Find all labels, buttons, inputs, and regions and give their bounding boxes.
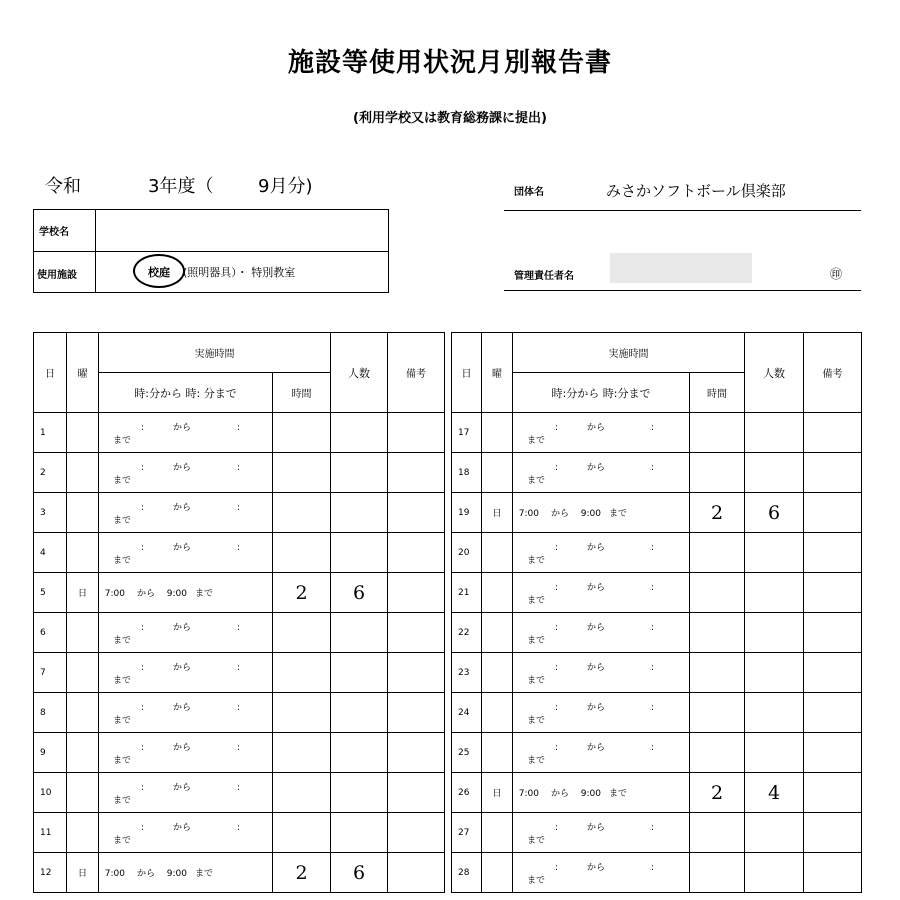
weekday-cell[interactable] — [482, 613, 513, 653]
remarks-cell[interactable] — [388, 613, 445, 653]
end-colon: : — [237, 822, 241, 833]
manager-underline — [504, 290, 861, 291]
made-label: まで — [195, 869, 214, 879]
hours-cell[interactable] — [690, 413, 745, 453]
hours-cell[interactable] — [273, 813, 331, 853]
remarks-cell[interactable] — [804, 693, 862, 733]
weekday-cell[interactable] — [67, 493, 99, 533]
weekday-cell[interactable] — [482, 653, 513, 693]
era-label: 令和 — [45, 176, 81, 197]
table-row — [452, 533, 862, 573]
end-time: 9:00 — [166, 869, 187, 879]
kara-label: から — [587, 862, 606, 873]
start-colon: : — [555, 422, 559, 433]
kara-label: から — [173, 742, 192, 753]
made-label: まで — [113, 635, 132, 646]
weekday-cell[interactable] — [67, 693, 99, 733]
hours-cell[interactable] — [273, 453, 331, 493]
kara-label: から — [137, 589, 156, 599]
weekday-cell[interactable] — [482, 733, 513, 773]
day-cell: 3 — [34, 493, 67, 533]
time-span-cell[interactable] — [513, 693, 690, 733]
start-colon: : — [141, 742, 145, 753]
remarks-cell[interactable] — [804, 773, 862, 813]
table-row — [452, 813, 862, 853]
made-label: まで — [527, 595, 546, 606]
start-colon: : — [555, 862, 559, 873]
end-colon: : — [237, 542, 241, 553]
kara-label: から — [173, 782, 192, 793]
start-time: 7:00 — [104, 869, 125, 879]
people-cell[interactable] — [331, 813, 388, 853]
remarks-cell[interactable] — [804, 573, 862, 613]
made-label: まで — [527, 755, 546, 766]
remarks-cell[interactable] — [804, 453, 862, 493]
made-label: まで — [113, 715, 132, 726]
facility-rest: (照明器具）・ 特別教室 — [183, 266, 296, 279]
redacted-name — [610, 253, 752, 283]
people-cell[interactable]: 4 — [745, 773, 804, 813]
kara-label: から — [587, 622, 606, 633]
people-cell[interactable] — [745, 573, 804, 613]
hours-cell[interactable] — [690, 453, 745, 493]
hours-cell[interactable] — [690, 693, 745, 733]
hours-cell[interactable] — [690, 853, 745, 893]
hours-cell[interactable] — [273, 493, 331, 533]
remarks-cell[interactable] — [388, 853, 445, 893]
remarks-cell[interactable] — [804, 493, 862, 533]
weekday-cell[interactable]: 日 — [67, 853, 99, 893]
end-colon: : — [651, 622, 655, 633]
remarks-cell[interactable] — [388, 733, 445, 773]
table-row — [34, 733, 445, 773]
day-cell: 28 — [452, 853, 482, 893]
day-cell: 17 — [452, 413, 482, 453]
remarks-header: 備考 — [388, 333, 445, 413]
kara-label: から — [587, 462, 606, 473]
time-span-cell[interactable] — [513, 813, 690, 853]
people-cell[interactable] — [331, 733, 388, 773]
made-label: まで — [527, 635, 546, 646]
remarks-cell[interactable] — [388, 653, 445, 693]
remarks-cell[interactable] — [804, 653, 862, 693]
day-cell: 19 — [452, 493, 482, 533]
kara-label: から — [173, 502, 192, 513]
day-cell: 6 — [34, 613, 67, 653]
remarks-cell[interactable] — [388, 693, 445, 733]
from-to-header: 時:分から 時:分まで — [513, 373, 690, 413]
weekday-cell[interactable] — [482, 693, 513, 733]
hours-cell[interactable]: 2 — [273, 853, 331, 893]
people-cell[interactable] — [745, 413, 804, 453]
hours-cell[interactable] — [273, 653, 331, 693]
people-cell[interactable] — [745, 733, 804, 773]
time-span-cell[interactable] — [513, 733, 690, 773]
hours-cell[interactable]: 2 — [273, 573, 331, 613]
kara-label: から — [587, 822, 606, 833]
remarks-cell[interactable] — [388, 453, 445, 493]
kara-label: から — [173, 422, 192, 433]
end-colon: : — [651, 542, 655, 553]
weekday-cell[interactable] — [482, 533, 513, 573]
made-label: まで — [527, 835, 546, 846]
start-colon: : — [555, 542, 559, 553]
start-colon: : — [141, 462, 145, 473]
weekday-cell[interactable] — [67, 613, 99, 653]
time-span-cell[interactable] — [513, 533, 690, 573]
people-cell[interactable] — [745, 533, 804, 573]
end-time: 9:00 — [580, 789, 601, 799]
kara-label: から — [137, 869, 156, 879]
kara-label: から — [551, 789, 570, 799]
table-row — [452, 413, 862, 453]
day-cell: 8 — [34, 693, 67, 733]
remarks-cell[interactable] — [388, 493, 445, 533]
day-cell: 5 — [34, 573, 67, 613]
time-span-cell[interactable] — [99, 413, 273, 453]
hours-cell[interactable] — [690, 573, 745, 613]
people-cell[interactable] — [745, 853, 804, 893]
day-cell: 21 — [452, 573, 482, 613]
kara-label: から — [173, 462, 192, 473]
hours-header: 時間 — [273, 373, 331, 413]
table-row — [34, 533, 445, 573]
end-time: 9:00 — [580, 509, 601, 519]
remarks-cell[interactable] — [804, 813, 862, 853]
made-label: まで — [113, 675, 132, 686]
fiscal-year: 3年度（ — [148, 176, 214, 197]
table-row — [452, 733, 862, 773]
people-cell[interactable] — [745, 613, 804, 653]
start-colon: : — [555, 582, 559, 593]
start-colon: : — [141, 622, 145, 633]
time-span-cell[interactable] — [99, 613, 273, 653]
people-cell[interactable] — [331, 533, 388, 573]
day-cell: 4 — [34, 533, 67, 573]
time-span-cell[interactable] — [513, 453, 690, 493]
table-row — [34, 573, 445, 613]
people-cell[interactable] — [331, 693, 388, 733]
people-cell[interactable] — [331, 453, 388, 493]
box-col-divider — [95, 209, 96, 293]
start-colon: : — [555, 822, 559, 833]
page-subtitle: (利用学校又は教育総務課に提出) — [353, 111, 547, 126]
facility-circled: 校庭 — [148, 266, 170, 279]
time-span-cell[interactable] — [99, 453, 273, 493]
time-span-cell[interactable] — [513, 613, 690, 653]
time-span-cell[interactable] — [513, 413, 690, 453]
people-cell[interactable]: 6 — [331, 853, 388, 893]
day-cell: 11 — [34, 813, 67, 853]
time-span-cell[interactable] — [99, 653, 273, 693]
hours-cell[interactable]: 2 — [690, 773, 745, 813]
hours-cell[interactable] — [690, 813, 745, 853]
start-colon: : — [141, 662, 145, 673]
table-row — [452, 613, 862, 653]
people-cell[interactable] — [331, 773, 388, 813]
start-time: 7:00 — [518, 509, 539, 519]
end-colon: : — [651, 462, 655, 473]
end-time: 9:00 — [166, 589, 187, 599]
made-label: まで — [113, 475, 132, 486]
hours-cell[interactable] — [273, 693, 331, 733]
kara-label: から — [173, 542, 192, 553]
people-cell[interactable] — [745, 813, 804, 853]
hours-header: 時間 — [690, 373, 745, 413]
people-cell[interactable] — [745, 453, 804, 493]
org-name: みさかソフトボール倶楽部 — [606, 182, 786, 200]
hours-cell[interactable] — [273, 533, 331, 573]
remarks-cell[interactable] — [388, 533, 445, 573]
seal-mark: ㊞ — [830, 267, 843, 281]
time-span-cell[interactable] — [99, 493, 273, 533]
facility-label: 使用施設 — [37, 270, 77, 281]
made-label: まで — [609, 509, 628, 519]
start-colon: : — [141, 422, 145, 433]
table-row — [452, 693, 862, 733]
day-cell: 2 — [34, 453, 67, 493]
remarks-cell[interactable] — [388, 573, 445, 613]
start-colon: : — [555, 662, 559, 673]
start-time: 7:00 — [518, 789, 539, 799]
made-label: まで — [527, 435, 546, 446]
table-row — [452, 573, 862, 613]
selection-circle — [133, 254, 185, 288]
remarks-cell[interactable] — [388, 773, 445, 813]
end-colon: : — [237, 422, 241, 433]
time-span-cell[interactable] — [99, 853, 273, 893]
kara-label: から — [587, 422, 606, 433]
kara-label: から — [587, 582, 606, 593]
weekday-header: 曜 — [482, 333, 513, 413]
made-label: まで — [609, 789, 628, 799]
time-span-cell[interactable] — [513, 493, 690, 533]
weekday-cell[interactable] — [482, 413, 513, 453]
start-colon: : — [555, 462, 559, 473]
end-colon: : — [651, 582, 655, 593]
hours-cell[interactable] — [690, 533, 745, 573]
people-header: 人数 — [745, 333, 804, 413]
remarks-cell[interactable] — [804, 533, 862, 573]
people-cell[interactable] — [331, 413, 388, 453]
day-cell: 18 — [452, 453, 482, 493]
manager-label: 管理責任者名 — [514, 271, 574, 282]
weekday-cell[interactable] — [67, 413, 99, 453]
day-cell: 9 — [34, 733, 67, 773]
table-row — [452, 493, 862, 533]
day-cell: 20 — [452, 533, 482, 573]
time-span-cell[interactable] — [513, 853, 690, 893]
day-cell: 7 — [34, 653, 67, 693]
usage-table-right — [451, 332, 862, 893]
table-row — [34, 773, 445, 813]
made-label: まで — [195, 589, 214, 599]
weekday-header: 曜 — [67, 333, 99, 413]
kara-label: から — [587, 742, 606, 753]
start-colon: : — [141, 822, 145, 833]
start-colon: : — [141, 702, 145, 713]
school-label: 学校名 — [39, 227, 69, 238]
end-colon: : — [237, 702, 241, 713]
table-row — [452, 453, 862, 493]
start-colon: : — [141, 542, 145, 553]
report-month: 9月分) — [258, 176, 313, 197]
hours-cell[interactable] — [690, 733, 745, 773]
org-label: 団体名 — [514, 187, 544, 198]
start-colon: : — [141, 502, 145, 513]
end-colon: : — [651, 422, 655, 433]
made-label: まで — [527, 715, 546, 726]
made-label: まで — [527, 555, 546, 566]
kara-label: から — [173, 622, 192, 633]
weekday-cell[interactable] — [482, 453, 513, 493]
remarks-cell[interactable] — [804, 613, 862, 653]
remarks-cell[interactable] — [388, 813, 445, 853]
end-colon: : — [237, 782, 241, 793]
table-row — [452, 853, 862, 893]
people-cell[interactable]: 6 — [331, 573, 388, 613]
end-colon: : — [237, 622, 241, 633]
table-row — [34, 853, 445, 893]
time-span-cell[interactable] — [99, 773, 273, 813]
table-row — [34, 493, 445, 533]
table-row — [34, 653, 445, 693]
weekday-cell[interactable] — [482, 573, 513, 613]
made-label: まで — [113, 755, 132, 766]
time-span-cell[interactable] — [99, 733, 273, 773]
day-cell: 27 — [452, 813, 482, 853]
start-colon: : — [141, 782, 145, 793]
table-row — [34, 453, 445, 493]
made-label: まで — [527, 875, 546, 886]
kara-label: から — [587, 542, 606, 553]
kara-label: から — [173, 662, 192, 673]
day-cell: 25 — [452, 733, 482, 773]
made-label: まで — [527, 475, 546, 486]
time-span-cell[interactable] — [99, 533, 273, 573]
table-row — [34, 813, 445, 853]
weekday-cell[interactable] — [482, 813, 513, 853]
start-colon: : — [555, 742, 559, 753]
weekday-cell[interactable]: 日 — [482, 493, 513, 533]
usage-table-left — [33, 332, 445, 893]
start-time: 7:00 — [104, 589, 125, 599]
remarks-cell[interactable] — [388, 413, 445, 453]
table-row — [34, 693, 445, 733]
weekday-cell[interactable] — [67, 733, 99, 773]
remarks-cell[interactable] — [804, 733, 862, 773]
hours-cell[interactable] — [690, 613, 745, 653]
weekday-cell[interactable]: 日 — [67, 573, 99, 613]
end-colon: : — [651, 702, 655, 713]
weekday-cell[interactable] — [67, 453, 99, 493]
day-cell: 26 — [452, 773, 482, 813]
table-row — [34, 613, 445, 653]
weekday-cell[interactable]: 日 — [482, 773, 513, 813]
people-cell[interactable] — [331, 613, 388, 653]
org-underline — [504, 210, 861, 211]
start-colon: : — [555, 622, 559, 633]
people-cell[interactable] — [331, 653, 388, 693]
day-header: 日 — [34, 333, 67, 413]
table-row — [34, 413, 445, 453]
people-cell[interactable] — [745, 653, 804, 693]
hours-cell[interactable]: 2 — [690, 493, 745, 533]
kara-label: から — [587, 702, 606, 713]
day-cell: 1 — [34, 413, 67, 453]
hours-cell[interactable] — [273, 613, 331, 653]
page-title: 施設等使用状況月別報告書 — [287, 48, 612, 78]
made-label: まで — [527, 675, 546, 686]
end-colon: : — [651, 662, 655, 673]
from-to-header: 時:分から 時: 分まで — [99, 373, 273, 413]
kara-label: から — [587, 662, 606, 673]
time-span-cell[interactable] — [99, 693, 273, 733]
end-colon: : — [237, 662, 241, 673]
table-row — [452, 773, 862, 813]
time-span-cell[interactable] — [99, 813, 273, 853]
made-label: まで — [113, 555, 132, 566]
day-cell: 22 — [452, 613, 482, 653]
end-colon: : — [651, 822, 655, 833]
end-colon: : — [651, 742, 655, 753]
day-cell: 12 — [34, 853, 67, 893]
remarks-cell[interactable] — [804, 853, 862, 893]
hours-cell[interactable] — [273, 773, 331, 813]
weekday-cell[interactable] — [67, 653, 99, 693]
actual-time-header: 実施時間 — [99, 333, 331, 373]
weekday-cell[interactable] — [67, 773, 99, 813]
people-cell[interactable] — [745, 693, 804, 733]
time-span-cell[interactable] — [513, 653, 690, 693]
end-colon: : — [237, 502, 241, 513]
day-cell: 10 — [34, 773, 67, 813]
hours-cell[interactable] — [273, 733, 331, 773]
time-span-cell[interactable] — [513, 773, 690, 813]
made-label: まで — [113, 435, 132, 446]
day-header: 日 — [452, 333, 482, 413]
made-label: まで — [113, 795, 132, 806]
made-label: まで — [113, 515, 132, 526]
end-colon: : — [237, 462, 241, 473]
time-span-cell[interactable] — [99, 573, 273, 613]
people-cell[interactable] — [331, 493, 388, 533]
hours-cell[interactable] — [690, 653, 745, 693]
start-colon: : — [555, 702, 559, 713]
kara-label: から — [173, 702, 192, 713]
kara-label: から — [173, 822, 192, 833]
day-cell: 24 — [452, 693, 482, 733]
actual-time-header: 実施時間 — [513, 333, 745, 373]
made-label: まで — [113, 835, 132, 846]
people-cell[interactable]: 6 — [745, 493, 804, 533]
remarks-header: 備考 — [804, 333, 862, 413]
kara-label: から — [551, 509, 570, 519]
hours-cell[interactable] — [273, 413, 331, 453]
end-colon: : — [237, 742, 241, 753]
weekday-cell[interactable] — [482, 853, 513, 893]
weekday-cell[interactable] — [67, 533, 99, 573]
table-row — [452, 653, 862, 693]
people-header: 人数 — [331, 333, 388, 413]
remarks-cell[interactable] — [804, 413, 862, 453]
weekday-cell[interactable] — [67, 813, 99, 853]
end-colon: : — [651, 862, 655, 873]
time-span-cell[interactable] — [513, 573, 690, 613]
day-cell: 23 — [452, 653, 482, 693]
box-divider — [33, 251, 389, 252]
